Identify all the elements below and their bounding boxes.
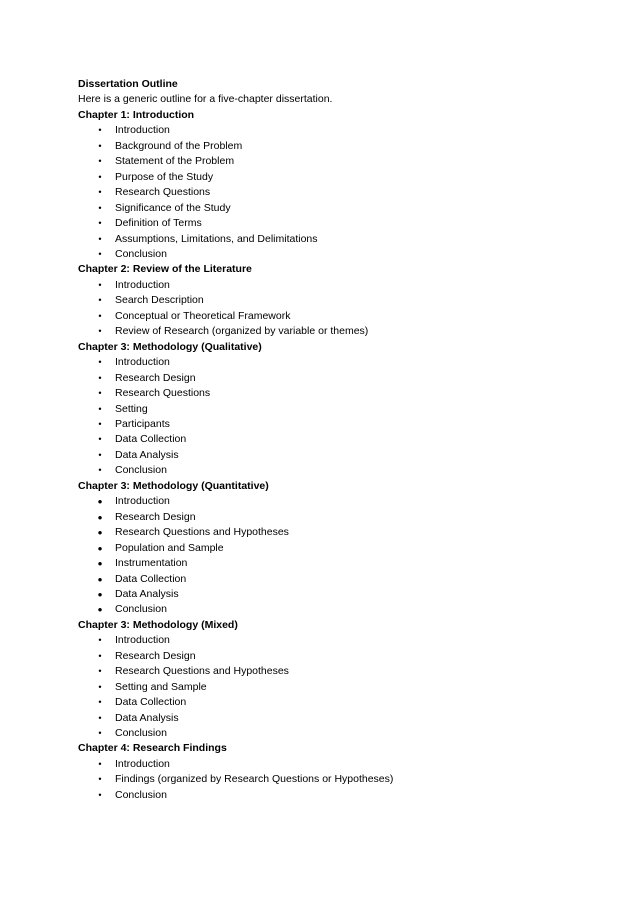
list-item	[78, 463, 598, 478]
list-item-text: Research Questions	[115, 186, 211, 199]
bullet-icon: •	[97, 525, 103, 541]
list-item	[78, 772, 598, 787]
list-item	[78, 711, 598, 726]
list-item-text: Participants	[115, 417, 170, 430]
list-item	[78, 232, 598, 247]
list-item-text: Research Design	[115, 649, 196, 662]
bullet-icon: •	[98, 465, 102, 476]
list-item-text: Significance of the Study	[115, 201, 231, 214]
document-page	[78, 77, 598, 803]
bullet-icon: •	[98, 403, 102, 414]
bullet-icon: •	[98, 279, 102, 290]
list-item-text: Introduction	[115, 757, 170, 770]
chapter-section	[78, 108, 598, 263]
list-item	[78, 556, 598, 571]
chapter-item-list	[78, 355, 598, 479]
list-item	[78, 649, 598, 664]
list-item-text: Conclusion	[115, 464, 167, 477]
list-item	[78, 417, 598, 432]
bullet-icon: •	[98, 233, 102, 244]
document-intro: Here is a generic outline for a five-chapter dissertation.	[78, 93, 333, 106]
list-item-text: Data Collection	[115, 572, 187, 585]
bullet-icon: •	[98, 202, 102, 213]
list-item	[78, 788, 598, 803]
list-item	[78, 201, 598, 216]
list-item-text: Data Analysis	[115, 448, 179, 461]
list-item-text: Introduction	[115, 278, 170, 291]
bullet-icon: •	[97, 556, 103, 572]
list-item-text: Conceptual or Theoretical Framework	[115, 309, 291, 322]
bullet-icon: •	[98, 125, 102, 136]
list-item-text: Research Questions and Hypotheses	[115, 526, 289, 539]
bullet-icon: •	[98, 449, 102, 460]
list-item-text: Search Description	[115, 294, 204, 307]
bullet-icon: •	[98, 728, 102, 739]
bullet-icon: •	[97, 540, 103, 556]
list-item	[78, 123, 598, 138]
chapter-item-list	[78, 633, 598, 741]
chapter-heading: Chapter 3: Methodology (Quantitative)	[78, 479, 269, 492]
list-item-text: Conclusion	[115, 603, 167, 616]
list-item-text: Purpose of the Study	[115, 170, 214, 183]
bullet-icon: •	[98, 187, 102, 198]
list-item-text: Introduction	[115, 495, 170, 508]
list-item-text: Conclusion	[115, 247, 167, 260]
list-item	[78, 154, 598, 169]
chapter-heading: Chapter 1: Introduction	[78, 108, 195, 121]
chapter-heading: Chapter 3: Methodology (Mixed)	[78, 618, 238, 631]
bullet-icon: •	[98, 295, 102, 306]
chapter-heading: Chapter 3: Methodology (Qualitative)	[78, 340, 262, 353]
list-item-text: Review of Research (organized by variable or themes)	[115, 325, 369, 338]
chapter-section	[78, 618, 598, 742]
chapter-section	[78, 479, 598, 618]
list-item-text: Statement of the Problem	[115, 155, 235, 168]
chapter-heading: Chapter 4: Research Findings	[78, 742, 227, 755]
list-item	[78, 216, 598, 231]
list-item	[78, 572, 598, 587]
list-item-text: Data Analysis	[115, 587, 179, 600]
list-item	[78, 371, 598, 386]
list-item	[78, 432, 598, 447]
bullet-icon: •	[98, 388, 102, 399]
bullet-icon: •	[98, 156, 102, 167]
list-item	[78, 139, 598, 154]
list-item	[78, 170, 598, 185]
list-item	[78, 633, 598, 648]
list-item-text: Data Collection	[115, 696, 187, 709]
list-item-text: Data Analysis	[115, 711, 179, 724]
bullet-icon: •	[98, 697, 102, 708]
chapter-item-list	[78, 757, 598, 803]
list-item-text: Research Questions	[115, 387, 211, 400]
list-item-text: Introduction	[115, 634, 170, 647]
list-item-text: Introduction	[115, 356, 170, 369]
list-item-text: Background of the Problem	[115, 139, 243, 152]
list-item	[78, 309, 598, 324]
bullet-icon: •	[98, 712, 102, 723]
bullet-icon: •	[98, 140, 102, 151]
chapter-item-list	[78, 494, 598, 618]
chapter-section	[78, 340, 598, 479]
list-item-text: Findings (organized by Research Questions or Hypotheses)	[115, 773, 394, 786]
bullet-icon: •	[97, 586, 103, 602]
list-item-text: Population and Sample	[115, 541, 224, 554]
list-item-text: Setting	[115, 402, 148, 415]
bullet-icon: •	[98, 248, 102, 259]
list-item	[78, 757, 598, 772]
list-item	[78, 293, 598, 308]
list-item-text: Research Design	[115, 371, 196, 384]
bullet-icon: •	[97, 494, 103, 510]
list-item	[78, 726, 598, 741]
list-item	[78, 664, 598, 679]
list-item	[78, 587, 598, 602]
list-item-text: Research Design	[115, 510, 196, 523]
bullet-icon: •	[98, 789, 102, 800]
list-item	[78, 680, 598, 695]
list-item-text: Conclusion	[115, 727, 167, 740]
list-item	[78, 247, 598, 262]
bullet-icon: •	[97, 571, 103, 587]
list-item-text: Assumptions, Limitations, and Delimitations	[115, 232, 318, 245]
bullet-icon: •	[98, 635, 102, 646]
list-item	[78, 494, 598, 509]
list-item-text: Setting and Sample	[115, 680, 207, 693]
chapter-item-list	[78, 278, 598, 340]
bullet-icon: •	[98, 650, 102, 661]
chapter-heading: Chapter 2: Review of the Literature	[78, 263, 252, 276]
list-item	[78, 278, 598, 293]
bullet-icon: •	[98, 326, 102, 337]
list-item	[78, 602, 598, 617]
list-item-text: Introduction	[115, 124, 170, 137]
list-item-text: Conclusion	[115, 788, 167, 801]
chapter-section	[78, 741, 598, 803]
bullet-icon: •	[97, 509, 103, 525]
chapter-item-list	[78, 123, 598, 262]
bullet-icon: •	[98, 171, 102, 182]
list-item-text: Research Questions and Hypotheses	[115, 665, 289, 678]
bullet-icon: •	[98, 681, 102, 692]
bullet-icon: •	[98, 372, 102, 383]
list-item-text: Data Collection	[115, 433, 187, 446]
bullet-icon: •	[98, 666, 102, 677]
list-item	[78, 402, 598, 417]
list-item	[78, 695, 598, 710]
document-title: Dissertation Outline	[78, 78, 178, 90]
bullet-icon: •	[98, 774, 102, 785]
list-item	[78, 185, 598, 200]
bullet-icon: •	[98, 218, 102, 229]
bullet-icon: •	[98, 434, 102, 445]
list-item	[78, 525, 598, 540]
bullet-icon: •	[98, 310, 102, 321]
list-item	[78, 324, 598, 339]
bullet-icon: •	[98, 758, 102, 769]
list-item-text: Definition of Terms	[115, 217, 202, 230]
list-item-text: Instrumentation	[115, 557, 188, 570]
list-item	[78, 448, 598, 463]
list-item	[78, 541, 598, 556]
bullet-icon: •	[97, 602, 103, 618]
list-item	[78, 386, 598, 401]
chapter-list	[78, 108, 598, 803]
list-item	[78, 510, 598, 525]
chapter-section	[78, 262, 598, 339]
bullet-icon: •	[98, 418, 102, 429]
list-item	[78, 355, 598, 370]
bullet-icon: •	[98, 357, 102, 368]
